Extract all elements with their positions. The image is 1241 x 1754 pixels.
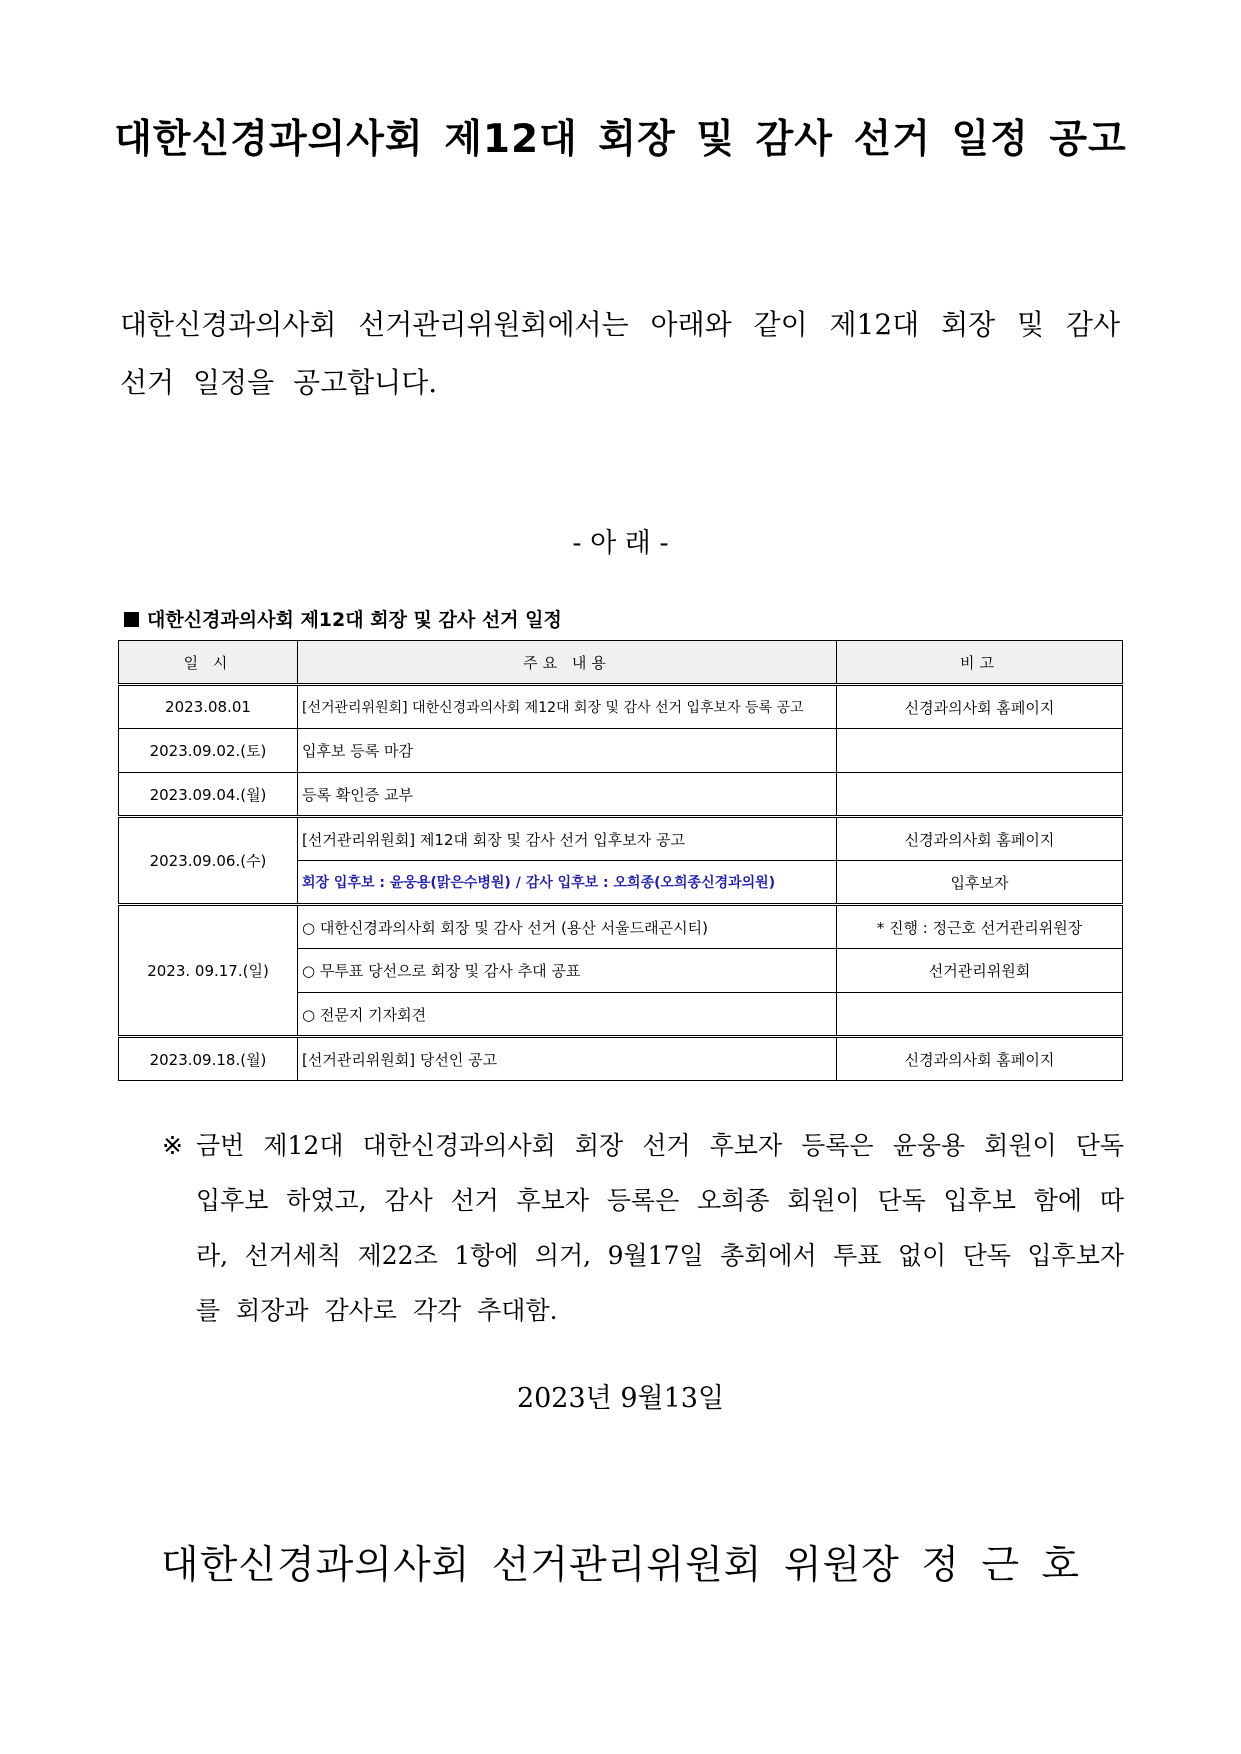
row-date: 2023.09.18.(월): [119, 1037, 298, 1081]
row-note: 입후보자: [837, 861, 1123, 905]
table-row: [119, 773, 1123, 817]
row-note: 신경과의사회 홈페이지: [837, 1037, 1123, 1081]
table-header-row: [119, 641, 1123, 685]
row-date: 2023.09.04.(월): [119, 773, 298, 817]
row-content: [선거관리위원회] 당선인 공고: [298, 1037, 837, 1081]
intro-paragraph: 대한신경과의사회 선거관리위원회에서는 아래와 같이 제12대 회장 및 감사 선거 일정을 공고합니다.: [120, 308, 1120, 399]
row-note: 신경과의사회 홈페이지: [837, 685, 1123, 729]
below-marker: - 아 래 -: [572, 528, 669, 559]
table-row: [119, 729, 1123, 773]
document-title: 대한신경과의사회 제12대 회장 및 감사 선거 일정 공고: [114, 117, 1127, 162]
row-content: 입후보 등록 마감: [298, 729, 837, 773]
row-note: * 진행 : 정근호 선거관리위원장: [837, 905, 1123, 949]
row-date: 2023.09.06.(수): [119, 817, 298, 905]
schedule-table: [118, 640, 1123, 1081]
header-content: 주요 내용: [298, 641, 837, 685]
row-content: ○ 대한신경과의사회 회장 및 감사 선거 (용산 서울드래곤시티): [298, 905, 837, 949]
row-content: 등록 확인증 교부: [298, 773, 837, 817]
notice-text: 금번 제12대 대한신경과의사회 회장 선거 후보자 등록은 윤웅용 회원이 단독 입후보 하였고, 감사 선거 후보자 등록은 오희종 회원이 단독 입후보 함에 따라, 선거세칙 제22조 1항에 의거, 9월17일 총회에서 투표 없이 단독 입후보자를 회장과 감사로 각각 추대함.: [196, 1131, 1124, 1325]
row-note: [837, 993, 1123, 1037]
table-row: [119, 905, 1123, 949]
row-date: 2023. 09.17.(일): [119, 905, 298, 1037]
header-note: 비고: [837, 641, 1123, 685]
row-date: 2023.08.01: [119, 685, 298, 729]
table-row: [119, 817, 1123, 861]
row-content: ○ 전문지 기자회견: [298, 993, 837, 1037]
candidates-content: 회장 입후보 : 윤웅용(맑은수병원) / 감사 입후보 : 오희종(오희종신경과의원): [298, 861, 837, 905]
section-heading-text: 대한신경과의사회 제12대 회장 및 감사 선거 일정: [147, 609, 562, 631]
row-content: [선거관리위원회] 대한신경과의사회 제12대 회장 및 감사 선거 입후보자 등록 공고: [298, 685, 837, 729]
section-heading: [124, 605, 562, 632]
row-note: [837, 773, 1123, 817]
row-note: [837, 729, 1123, 773]
table-row: [119, 685, 1123, 729]
row-note: 선거관리위원회: [837, 949, 1123, 993]
signature-line: 대한신경과의사회 선거관리위원회 위원장 정 근 호: [160, 1543, 1081, 1588]
header-date: 일 시: [119, 641, 298, 685]
row-note: 신경과의사회 홈페이지: [837, 817, 1123, 861]
black-square-icon: [124, 612, 139, 627]
row-content: [선거관리위원회] 제12대 회장 및 감사 선거 입후보자 공고: [298, 817, 837, 861]
row-content: ○ 무투표 당선으로 회장 및 감사 추대 공표: [298, 949, 837, 993]
row-date: 2023.09.02.(토): [119, 729, 298, 773]
notice-paragraph: [162, 1118, 1124, 1338]
reference-mark-icon: ※: [162, 1131, 183, 1160]
announcement-date: 2023년 9월13일: [516, 1383, 725, 1414]
table-row: [119, 1037, 1123, 1081]
